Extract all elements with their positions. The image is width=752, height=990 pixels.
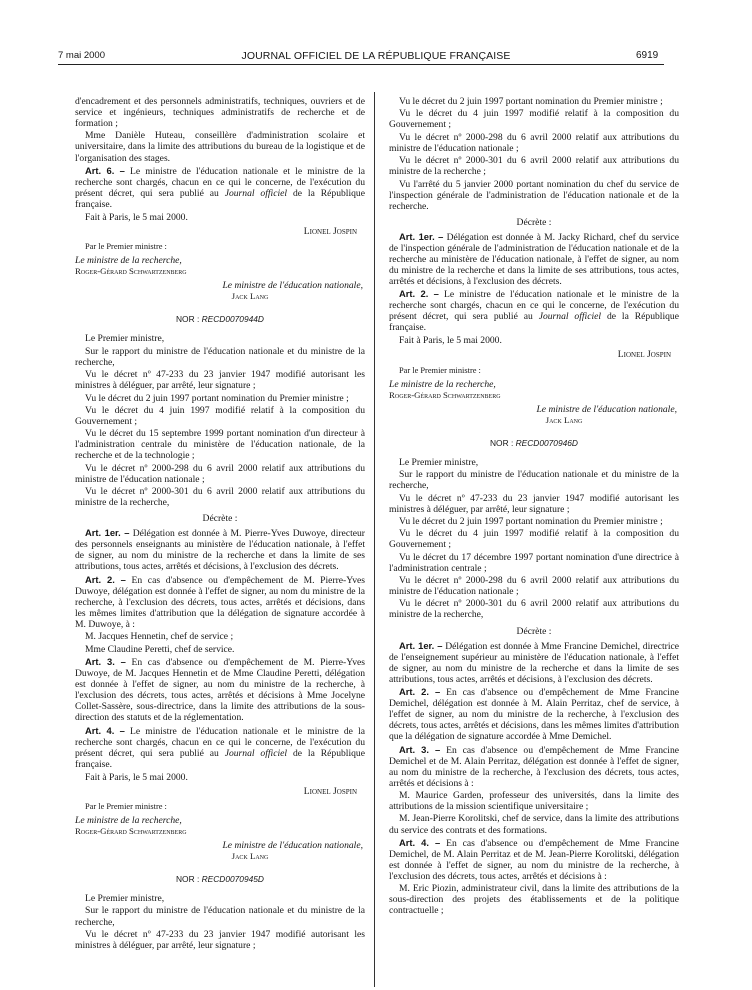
article (389, 744, 679, 789)
done-at: Fait à Paris, le 5 mai 2000. (399, 335, 502, 347)
nor-code: RECD0070945D (201, 874, 264, 885)
header-title: JOURNAL OFFICIEL DE LA RÉPUBLIQUE FRANÇAISE (241, 50, 511, 62)
article-label: Art. 3. – (399, 743, 441, 755)
header-date: 7 mai 2000 (58, 50, 106, 61)
article-text: Le ministre de l'éducation nationale et le ministre de la recherche sont chargés, chacun en ce qui le concerne, de l'exécution du présent décret, qui sera publié au (75, 725, 365, 759)
article-text-end: de la République française. (75, 747, 365, 770)
signature-prime-minister: Lionel Jospin (617, 349, 671, 361)
list-item: M. Eric Piozin, administrateur civil, dans la limite des attributions de la sous-direction des projets des établissements et de la politique contractuelle ; (389, 883, 679, 917)
paragraph: Sur le rapport du ministre de l'éducation nationale et du ministre de la recherche, (75, 905, 365, 928)
article (389, 640, 679, 685)
signature-education-minister: Jack Lang (545, 414, 583, 425)
paragraph: Vu le décret nº 2000-298 du 6 avril 2000 relatif aux attributions du ministre de l'éducation nationale ; (389, 575, 679, 598)
signature-research-minister: Roger-Gérard Schwartzenberg (389, 389, 501, 400)
paragraph: Vu le décret du 2 juin 1997 portant nomination du Premier ministre ; (399, 515, 663, 527)
decrete-heading: Décrète : (516, 216, 552, 228)
paragraph: Vu le décret du 4 juin 1997 modifié relatif à la composition du Gouvernement ; (75, 404, 365, 427)
nor-code: RECD0070946D (515, 437, 578, 448)
header-page-number: 6919 (636, 50, 659, 61)
role-minister-research: Le ministre de la recherche, (389, 378, 496, 390)
signature-education-minister: Jack Lang (231, 291, 269, 302)
paragraph: Vu le décret nº 2000-301 du 6 avril 2000 relatif aux attributions du ministre de la recherche ; (389, 155, 679, 178)
article-text-end: de la République française. (389, 311, 679, 334)
role-minister-education: Le ministre de l'éducation nationale, (222, 839, 363, 851)
journal-officiel: Journal officiel (538, 311, 602, 323)
paragraph: Le Premier ministre, (85, 893, 165, 905)
nor-reference: NOR : RECD0070944D (176, 314, 264, 325)
paragraph: Vu le décret du 2 juin 1997 portant nomination du Premier ministre ; (85, 392, 349, 404)
paragraph: Vu le décret nº 2000-301 du 6 avril 2000 relatif aux attributions du ministre de la recherche, (389, 598, 679, 621)
paragraph: Vu le décret nº 47-233 du 23 janvier 1947 modifié autorisant les ministres à déléguer, par arrêté, leur signature ; (75, 369, 365, 392)
paragraph: Mme Danièle Huteau, conseillère d'administration scolaire et universitaire, dans la limite des attributions du bureau de la logistique et de l'organisation des stages. (75, 130, 365, 164)
signature-prime-minister: Lionel Jospin (303, 785, 357, 797)
article-text: En cas d'absence ou d'empêchement de M. Pierre-Yves Duwoye, délégation est donnée à l'effet de signer, au nom du ministre de la recherche, à l'exclusion des décrets, tous actes, arrêtés et décisions, dans les mêmes limites d'attribution que la délégation de signature accordée à M. Duwoye, à : (75, 574, 365, 630)
article-text: En cas d'absence ou d'empêchement de Mme Francine Demichel, délégation est donnée à M. Alain Perritaz, chef de service, à l'effet de signer, au nom du ministre de la recherche, à l'exclusion des décrets, tous actes, arrêtés et décisions, dans les mêmes limites d'attribution que la délégation de signature accordée à Mme Demichel. (389, 687, 679, 743)
article-text: En cas d'absence ou d'empêchement de Mme Francine Demichel, de M. Alain Perritaz et de M. Jean-Pierre Korolitski, délégation est donnée à l'effet de signer, au nom du ministre de la recherche, à l'exclusion des décrets, tous actes, arrêtés et décisions à : (389, 837, 679, 882)
decrete-heading: Décrète : (516, 625, 552, 637)
paragraph: d'encadrement et des personnels administratifs, techniques, ouvriers et de service et ingénieurs, techniques administratifs de recherche et de formation ; (75, 96, 365, 130)
paragraph: Vu le décret du 4 juin 1997 modifié relatif à la composition du Gouvernement ; (389, 528, 679, 551)
article (75, 656, 365, 723)
article-label: Art. 6. – (85, 164, 125, 176)
role-minister-research: Le ministre de la recherche, (75, 814, 182, 826)
role-minister-education: Le ministre de l'éducation nationale, (536, 403, 677, 415)
by-prime-minister: Par le Premier ministre : (85, 801, 167, 811)
article-label: Art. 1er. – (85, 527, 130, 539)
by-prime-minister: Par le Premier ministre : (399, 365, 481, 375)
article-text: En cas d'absence ou d'empêchement de Mme Francine Demichel et de M. Alain Perritaz, délégation est donnée à l'effet de signer, au nom du ministre de la recherche, à l'exclusion des décrets, tous actes, arrêtés et décisions à : (389, 744, 679, 789)
paragraph: Vu l'arrêté du 5 janvier 2000 portant nomination du chef du service de l'inspection générale de l'administration de l'éducation nationale et de la recherche. (389, 178, 679, 212)
paragraph: Le Premier ministre, (85, 333, 165, 345)
article-label: Art. 4. – (399, 836, 441, 848)
role-minister-research: Le ministre de la recherche, (75, 255, 182, 267)
paragraph: Vu le décret nº 47-233 du 23 janvier 1947 modifié autorisant les ministres à déléguer, par arrêté, leur signature ; (75, 928, 365, 951)
article-text: Le ministre de l'éducation nationale et le ministre de la recherche sont chargés, chacun en ce qui le concerne, de l'exécution du présent décret, qui sera publié au (389, 289, 679, 323)
article (389, 686, 679, 742)
article-label: Art. 2. – (399, 686, 441, 698)
column-divider (374, 92, 375, 987)
signature-education-minister: Jack Lang (231, 851, 269, 862)
nor-reference: NOR : RECD0070946D (490, 437, 578, 448)
done-at: Fait à Paris, le 5 mai 2000. (85, 771, 188, 783)
paragraph: Vu le décret nº 2000-301 du 6 avril 2000 relatif aux attributions du ministre de la recherche, (75, 486, 365, 509)
article-text-end: de la République française. (75, 187, 365, 211)
article (75, 527, 365, 572)
left-column (75, 96, 365, 952)
article-text: En cas d'absence ou d'empêchement de M. Pierre-Yves Duwoye, de M. Jacques Hennetin et de Mme Claudine Peretti, délégation est donnée à l'effet de signer, au nom du ministre de la recherche, à l'exclusion des décrets, tous actes, arrêtés et décisions à Mme Jocelyne Collet-Sassère, sous-directrice, dans la limite des attributions de la sous-direction des statuts et de la réglementation. (75, 656, 365, 724)
nor-code: RECD0070944D (201, 314, 264, 325)
list-item: M. Jean-Pierre Korolitski, chef de service, dans la limite des attributions du service des contrats et des formations. (389, 813, 679, 836)
article-text: Le ministre de l'éducation nationale et le ministre de la recherche sont chargés, chacun en ce qui le concerne, de l'exécution du présent décret, qui sera publié au (75, 165, 365, 199)
paragraph: Sur le rapport du ministre de l'éducation nationale et du ministre de la recherche, (75, 345, 365, 368)
article-text: Délégation est donnée à Mme Francine Demichel, directrice de l'enseignement supérieur au ministère de l'éducation nationale, à l'effet de signer, au nom du ministre de la recherche et dans la limite de ses attributions, tous actes, arrêtés et décisions, à l'exclusion des décrets. (389, 640, 679, 685)
paragraph: Vu le décret nº 2000-298 du 6 avril 2000 relatif aux attributions du ministre de l'éducation nationale ; (75, 462, 365, 485)
article-label: Art. 1er. – (399, 639, 443, 651)
header-rule (58, 64, 664, 65)
nor-reference: NOR : RECD0070945D (176, 874, 264, 885)
article-label: Art. 3. – (85, 655, 126, 667)
article (75, 165, 365, 210)
paragraph: Vu le décret du 4 juin 1997 modifié relatif à la composition du Gouvernement ; (389, 108, 679, 131)
article (389, 231, 679, 287)
journal-officiel: Journal officiel (224, 187, 288, 199)
article-label: Art. 2. – (85, 573, 126, 585)
by-prime-minister: Par le Premier ministre : (85, 242, 167, 252)
article-label: Art. 1er. – (399, 230, 444, 242)
signature-prime-minister: Lionel Jospin (303, 226, 357, 238)
article (389, 288, 679, 333)
paragraph: Vu le décret nº 47-233 du 23 janvier 1947 modifié autorisant les ministres à déléguer, par arrêté, leur signature ; (389, 492, 679, 515)
paragraph: Vu le décret du 15 septembre 1999 portant nomination d'un directeur à l'administration centrale du ministère de l'éducation nationale, de la recherche et de la technologie ; (75, 428, 365, 462)
list-item: M. Jacques Hennetin, chef de service ; (85, 631, 234, 643)
article (75, 574, 365, 630)
article-label: Art. 2. – (399, 288, 439, 300)
list-item: Mme Claudine Peretti, chef de service. (85, 643, 235, 655)
signature-research-minister: Roger-Gérard Schwartzenberg (75, 825, 187, 836)
paragraph: Vu le décret nº 2000-298 du 6 avril 2000 relatif aux attributions du ministre de l'éducation nationale ; (389, 131, 679, 154)
journal-officiel: Journal officiel (224, 747, 288, 759)
paragraph: Vu le décret du 17 décembre 1997 portant nomination d'une directrice à l'administration centrale ; (389, 551, 679, 574)
article-text: Délégation est donnée à M. Jacky Richard, chef du service de l'inspection générale de l'administration de l'éducation nationale et de la recherche au ministère de l'éducation nationale, à l'effet de signer, au nom du ministre de la recherche et dans la limite de ses attributions, tous actes, arrêtés et décisions, à l'exclusion des décrets. (389, 231, 679, 287)
article-label: Art. 4. – (85, 724, 125, 736)
paragraph: Le Premier ministre, (399, 456, 479, 468)
right-column (389, 96, 679, 918)
done-at: Fait à Paris, le 5 mai 2000. (85, 212, 188, 224)
signature-research-minister: Roger-Gérard Schwartzenberg (75, 266, 187, 277)
role-minister-education: Le ministre de l'éducation nationale, (222, 280, 363, 292)
paragraph: Sur le rapport du ministre de l'éducation nationale et du ministre de la recherche, (389, 469, 679, 492)
article-text: Délégation est donnée à M. Pierre-Yves Duwoye, directeur des personnels enseignants au ministère de l'éducation nationale, à l'effet de signer, au nom du ministre de la recherche et dans la limite de ses attributions, tous actes, arrêtés et décisions, à l'exclusion des décrets. (75, 528, 365, 573)
paragraph: Vu le décret du 2 juin 1997 portant nomination du Premier ministre ; (399, 96, 663, 107)
article (75, 725, 365, 770)
page-header (0, 0, 752, 60)
article (389, 837, 679, 882)
decrete-heading: Décrète : (202, 513, 238, 525)
list-item: M. Maurice Garden, professeur des universités, dans la limite des attributions de la mission scientifique universitaire ; (389, 790, 679, 813)
